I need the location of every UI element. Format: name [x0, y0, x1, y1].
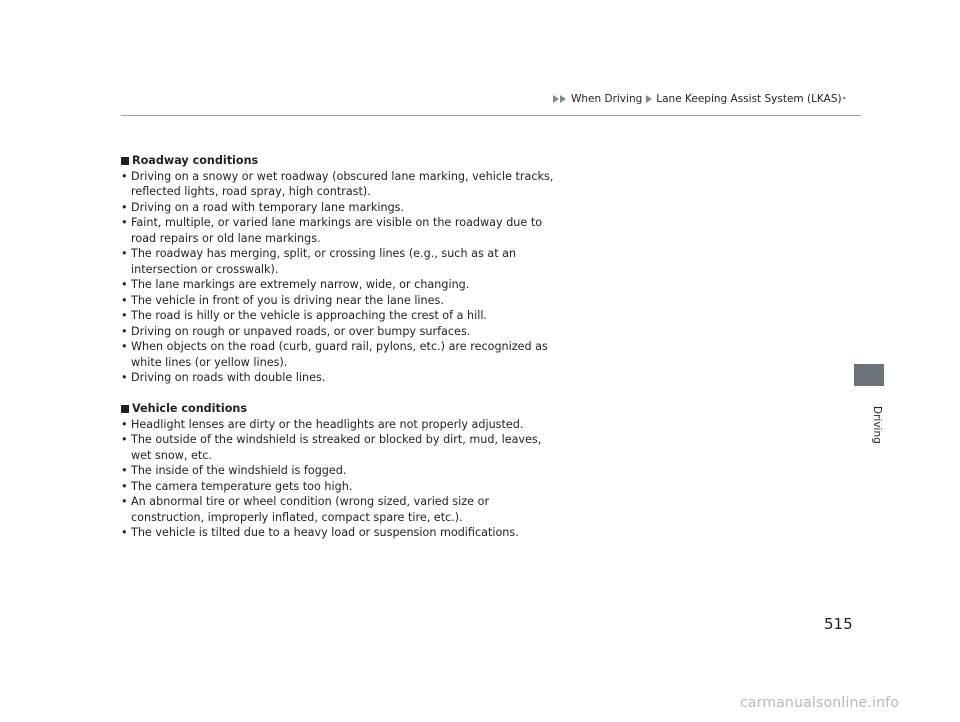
page-number: 515	[824, 615, 853, 633]
page-content	[121, 153, 561, 556]
header-divider	[121, 115, 861, 116]
breadcrumb-parent[interactable]: When Driving	[571, 93, 643, 105]
section-heading	[121, 401, 561, 417]
list-item: • Headlight lenses are dirty or the headlights are not properly adjusted.	[121, 417, 524, 431]
list-item: • Driving on roads with double lines.	[121, 371, 326, 384]
list-item: • Faint, multiple, or varied lane markings are visible on the roadway due to road repairs or old lane markings.	[121, 216, 543, 245]
condition-list	[121, 169, 561, 386]
section-title: Vehicle conditions	[132, 402, 247, 415]
list-item: • Driving on rough or unpaved roads, or over bumpy surfaces.	[121, 324, 471, 338]
chapter-tab	[854, 364, 884, 386]
roadway-conditions-section	[121, 153, 561, 386]
list-item: • An abnormal tire or wheel condition (wrong sized, varied size or construction, improperly inflated, compact spare tire, etc.).	[121, 495, 490, 524]
vehicle-conditions-section	[121, 401, 561, 541]
breadcrumb-arrow-icon	[646, 95, 652, 103]
list-item: • The lane markings are extremely narrow, wide, or changing.	[121, 278, 470, 291]
breadcrumb-current: Lane Keeping Assist System (LKAS)	[656, 93, 842, 105]
list-item: • The road is hilly or the vehicle is approaching the crest of a hill.	[121, 309, 487, 322]
list-item: • The camera temperature gets too high.	[121, 479, 353, 493]
list-item: • The inside of the windshield is fogged.	[121, 464, 347, 477]
breadcrumb-arrow-icon	[560, 95, 566, 103]
list-item: • The vehicle in front of you is driving near the lane lines.	[121, 293, 444, 307]
list-item: • The roadway has merging, split, or crossing lines (e.g., such as at an intersection or crosswalk).	[121, 247, 517, 276]
section-heading	[121, 153, 561, 169]
list-item: • The outside of the windshield is streaked or blocked by dirt, mud, leaves, wet snow, etc.	[121, 433, 542, 462]
watermark: carmanualsonline.info	[740, 695, 900, 711]
breadcrumb-marker: *	[842, 95, 846, 103]
chapter-label: Driving	[871, 406, 883, 444]
list-item: • When objects on the road (curb, guard rail, pylons, etc.) are recognized as white lines (or yellow lines).	[121, 340, 548, 369]
breadcrumb-arrow-icon	[553, 95, 559, 103]
section-title: Roadway conditions	[132, 154, 259, 167]
square-bullet-icon	[121, 157, 129, 165]
list-item: • Driving on a snowy or wet roadway (obscured lane marking, vehicle tracks, reflected lights, road spray, high contrast).	[121, 169, 554, 198]
condition-list	[121, 417, 561, 541]
list-item: • Driving on a road with temporary lane markings.	[121, 200, 405, 214]
square-bullet-icon	[121, 405, 129, 413]
breadcrumb	[553, 93, 846, 105]
list-item: • The vehicle is tilted due to a heavy load or suspension modifications.	[121, 526, 519, 539]
